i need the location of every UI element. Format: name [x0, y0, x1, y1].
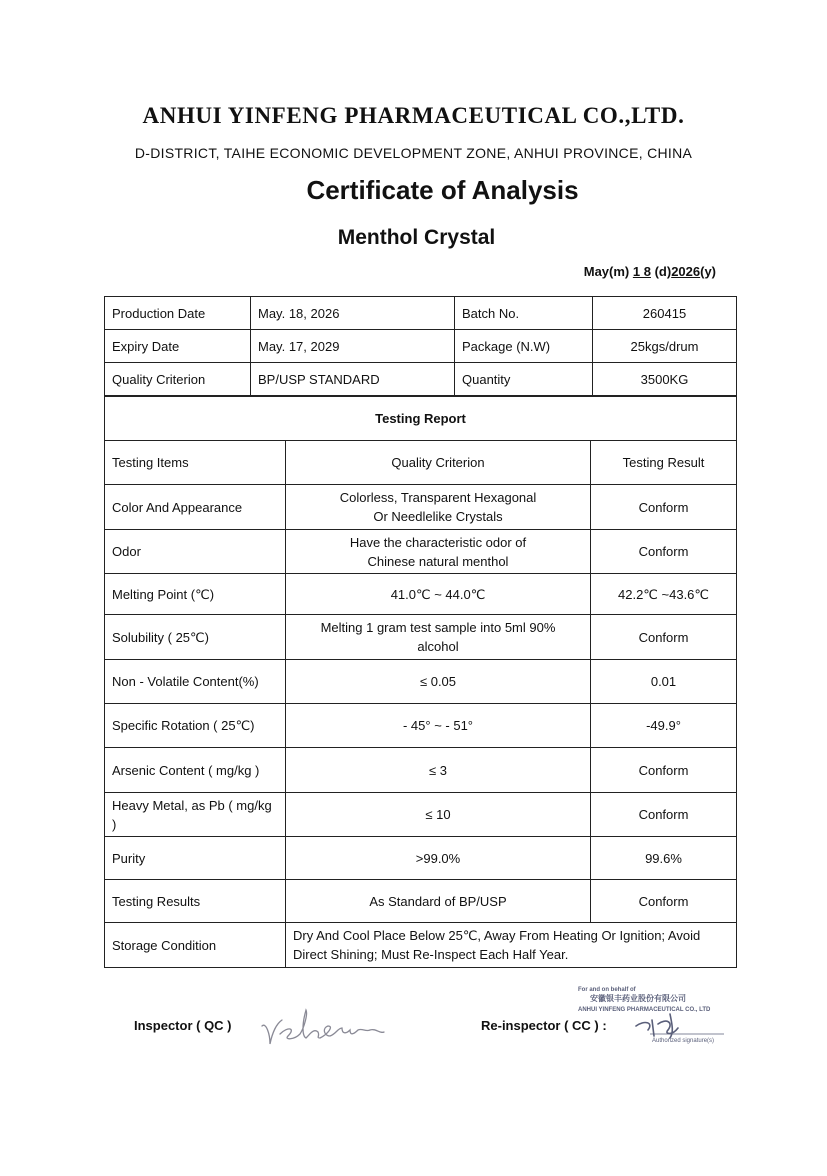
table-row: [105, 615, 737, 660]
info-label: Quality Criterion: [105, 363, 251, 396]
inspector-label: Inspector ( QC ): [134, 1018, 232, 1033]
table-row: [105, 574, 737, 615]
test-criterion: 41.0℃ ~ 44.0℃: [286, 574, 591, 615]
test-result: Conform: [591, 748, 737, 793]
storage-line: Direct Shining; Must Re-Inspect Each Half Year.: [293, 947, 569, 962]
stamp-line2: 安徽银丰药业股份有限公司: [590, 994, 686, 1003]
criterion-line: Melting 1 gram test sample into 5ml 90%: [320, 620, 556, 635]
test-result: Conform: [591, 615, 737, 660]
test-item: Odor: [105, 530, 286, 574]
table-row: [105, 837, 737, 880]
info-label: Batch No.: [455, 297, 593, 330]
info-table: [104, 296, 737, 396]
test-item: Specific Rotation ( 25℃): [105, 704, 286, 748]
test-result: 0.01: [591, 660, 737, 704]
test-item: Purity: [105, 837, 286, 880]
test-item: Heavy Metal, as Pb ( mg/kg ): [105, 793, 286, 837]
criterion-line: Or Needlelike Crystals: [373, 509, 503, 524]
test-result: Conform: [591, 530, 737, 574]
company-name: ANHUI YINFENG PHARMACEUTICAL CO.,LTD.: [142, 103, 685, 128]
test-criterion: ≤ 0.05: [286, 660, 591, 704]
table-row: [105, 530, 737, 574]
stamp-line4: Authorized signature(s): [652, 1038, 715, 1044]
date-day: 1 8: [632, 264, 651, 279]
date-month-label: May(m): [583, 264, 630, 279]
stamp-line1: For and on behalf of: [578, 987, 636, 993]
test-item: Color And Appearance: [105, 485, 286, 530]
test-result: 99.6%: [591, 837, 737, 880]
test-criterion: [286, 615, 591, 660]
report-date: [584, 264, 716, 279]
test-criterion: [286, 485, 591, 530]
test-result: Conform: [591, 793, 737, 837]
column-header: Quality Criterion: [286, 441, 591, 485]
company-address: D-DISTRICT, TAIHE ECONOMIC DEVELOPMENT ZONE, ANHUI PROVINCE, CHINA: [134, 145, 693, 161]
test-result: -49.9°: [591, 704, 737, 748]
table-header-row: [105, 441, 737, 485]
info-value: 25kgs/drum: [593, 330, 737, 363]
date-year-label: (y): [700, 264, 716, 279]
table-row: [105, 704, 737, 748]
column-header: Testing Items: [105, 441, 286, 485]
test-criterion: As Standard of BP/USP: [286, 880, 591, 923]
info-label: Package (N.W): [455, 330, 593, 363]
info-label: Expiry Date: [105, 330, 251, 363]
testing-report-table: [104, 396, 737, 968]
test-item: Melting Point (℃): [105, 574, 286, 615]
company-stamp: [574, 984, 734, 1048]
test-item: Solubility ( 25℃): [105, 615, 286, 660]
criterion-line: Colorless, Transparent Hexagonal: [339, 490, 537, 505]
test-result: 42.2℃ ~43.6℃: [591, 574, 737, 615]
test-result: Conform: [591, 880, 737, 923]
test-item: Storage Condition: [105, 923, 286, 968]
table-row: [105, 330, 737, 363]
test-criterion: >99.0%: [286, 837, 591, 880]
date-year: 2026: [671, 264, 701, 279]
test-item: Non - Volatile Content(%): [105, 660, 286, 704]
table-row: [105, 793, 737, 837]
table-row: [105, 880, 737, 923]
table-row: [105, 660, 737, 704]
criterion-line: Chinese natural menthol: [367, 553, 509, 569]
document-title: Certificate of Analysis: [306, 175, 579, 205]
storage-condition-text: [286, 923, 737, 968]
info-label: Production Date: [105, 297, 251, 330]
stamp-line3: ANHUI YINFENG PHARMACEUTICAL CO., LTD: [578, 1007, 711, 1013]
criterion-line: Have the characteristic odor of: [349, 534, 527, 550]
testing-report-title: Testing Report: [105, 397, 737, 441]
table-row: [105, 363, 737, 396]
table-row: [105, 748, 737, 793]
info-value: 3500KG: [593, 363, 737, 396]
reinspector-label: Re-inspector ( CC ) :: [481, 1018, 607, 1033]
storage-line: Dry And Cool Place Below 25℃, Away From Heating Or Ignition; Avoid: [293, 928, 701, 943]
criterion-line: alcohol: [417, 639, 459, 654]
column-header: Testing Result: [591, 441, 737, 485]
date-day-label: (d): [654, 264, 672, 279]
info-value: May. 18, 2026: [251, 297, 455, 330]
info-value: 260415: [593, 297, 737, 330]
table-row: [105, 923, 737, 968]
test-result: Conform: [591, 485, 737, 530]
test-item: Arsenic Content ( mg/kg ): [105, 748, 286, 793]
table-row: [105, 297, 737, 330]
test-criterion: [286, 530, 591, 574]
test-criterion: ≤ 3: [286, 748, 591, 793]
info-label: Quantity: [455, 363, 593, 396]
test-criterion: ≤ 10: [286, 793, 591, 837]
test-item: Testing Results: [105, 880, 286, 923]
inspector-signature: [258, 1004, 388, 1054]
test-criterion: - 45° ~ - 51°: [286, 704, 591, 748]
info-value: BP/USP STANDARD: [251, 363, 455, 396]
info-value: May. 17, 2029: [251, 330, 455, 363]
table-row: [105, 485, 737, 530]
product-name: Menthol Crystal: [337, 226, 496, 249]
